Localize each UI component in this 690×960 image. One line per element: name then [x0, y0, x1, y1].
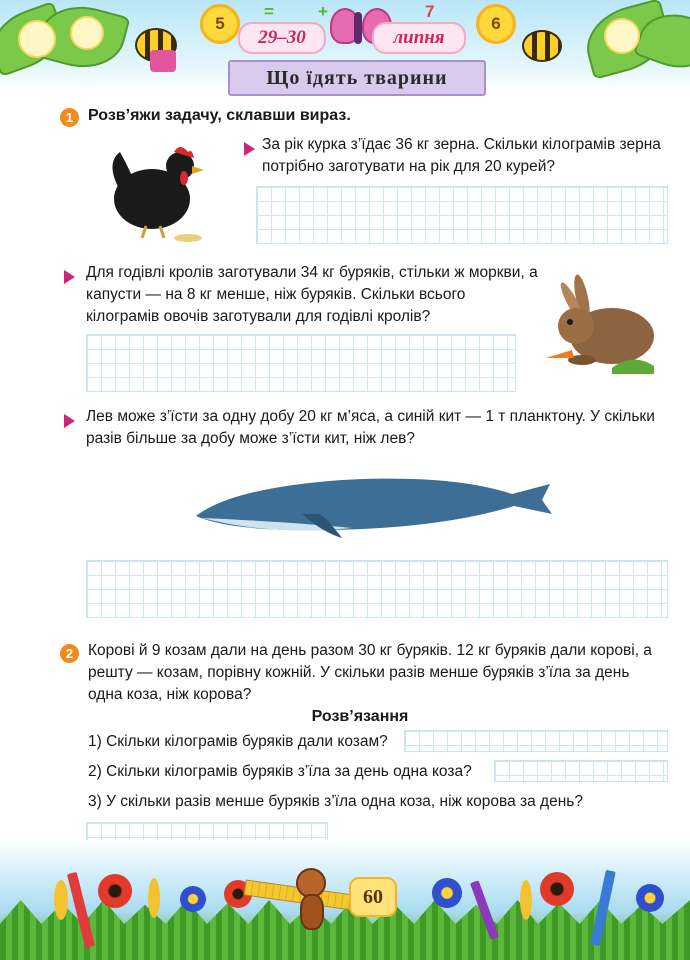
problem-text: За рік курка з’їдає 36 кг зерна. Скільки кілограмів зерна потрібно заготувати на рік для 20 курей? [262, 136, 661, 175]
page-title: Що їдять тварини [228, 60, 486, 96]
question-1: 1) Скільки кілограмів буряків дали козам? [88, 733, 388, 750]
equals-sign: = [264, 2, 274, 21]
blue-flower-icon [432, 878, 462, 908]
blue-flower-icon [180, 886, 206, 912]
plus-sign: + [318, 2, 328, 21]
problem-text: Для годівлі кролів заготували 34 кг буряків, стільки ж моркви, а капусти — на 8 кг менше, ніж буряків. Скільки всього кілограмів овочів заготували для годівлі кролів? [86, 264, 538, 325]
red-flower-icon [98, 874, 132, 908]
flower-decoration [70, 16, 104, 50]
flower-decoration [604, 18, 640, 54]
blue-flower-icon [636, 884, 664, 912]
answer-grid[interactable] [86, 560, 668, 618]
solution-heading: Розв’язання [311, 708, 409, 725]
rabbit-picture [542, 262, 660, 380]
question-3: 3) У скільки разів менше буряків з’їла одна коза, ніж корова за день? [88, 793, 583, 810]
ant-body [300, 894, 324, 930]
task-number-badge: 1 [60, 108, 79, 127]
month-label: липня [372, 22, 466, 54]
arrow-icon [244, 142, 255, 156]
date-label: 29–30 [238, 22, 326, 54]
bee-icon [522, 30, 562, 62]
arrow-icon [64, 270, 75, 284]
pot-icon [150, 50, 176, 72]
answer-grid[interactable] [256, 186, 668, 244]
task-heading: Розв’яжи задачу, склавши вираз. [88, 107, 351, 124]
red-flower-icon [540, 872, 574, 906]
task-number-badge: 2 [60, 644, 79, 663]
answer-grid[interactable] [494, 760, 668, 782]
number-flower-6: 6 [476, 4, 516, 44]
butterfly-icon [354, 12, 362, 44]
arrow-icon [64, 414, 75, 428]
problem-text: Лев може з’їсти за одну добу 20 кг м’яса, а синій кит — 1 т планктону. У скільки разів більше за добу може з’їсти кит, ніж лев? [86, 408, 655, 447]
wheat-icon [148, 878, 160, 918]
question-2: 2) Скільки кілограмів буряків з’їла за день одна коза? [88, 763, 472, 780]
wheat-icon [54, 880, 68, 920]
task-text: Корові й 9 козам дали на день разом 30 кг буряків. 12 кг буряків дали корові, а решту — козам, порівну кожній. У скільки разів менше буряків з’їла за день одна коза, ніж корова? [88, 642, 652, 703]
wheat-icon [520, 880, 532, 920]
number-flower-5: 5 [200, 4, 240, 44]
number-seven: 7 [425, 2, 435, 21]
page-number: 60 [349, 877, 397, 917]
answer-grid[interactable] [404, 730, 668, 752]
flower-decoration [18, 20, 56, 58]
whale-picture [192, 466, 554, 542]
hen-picture [102, 134, 212, 244]
answer-grid[interactable] [86, 334, 516, 392]
